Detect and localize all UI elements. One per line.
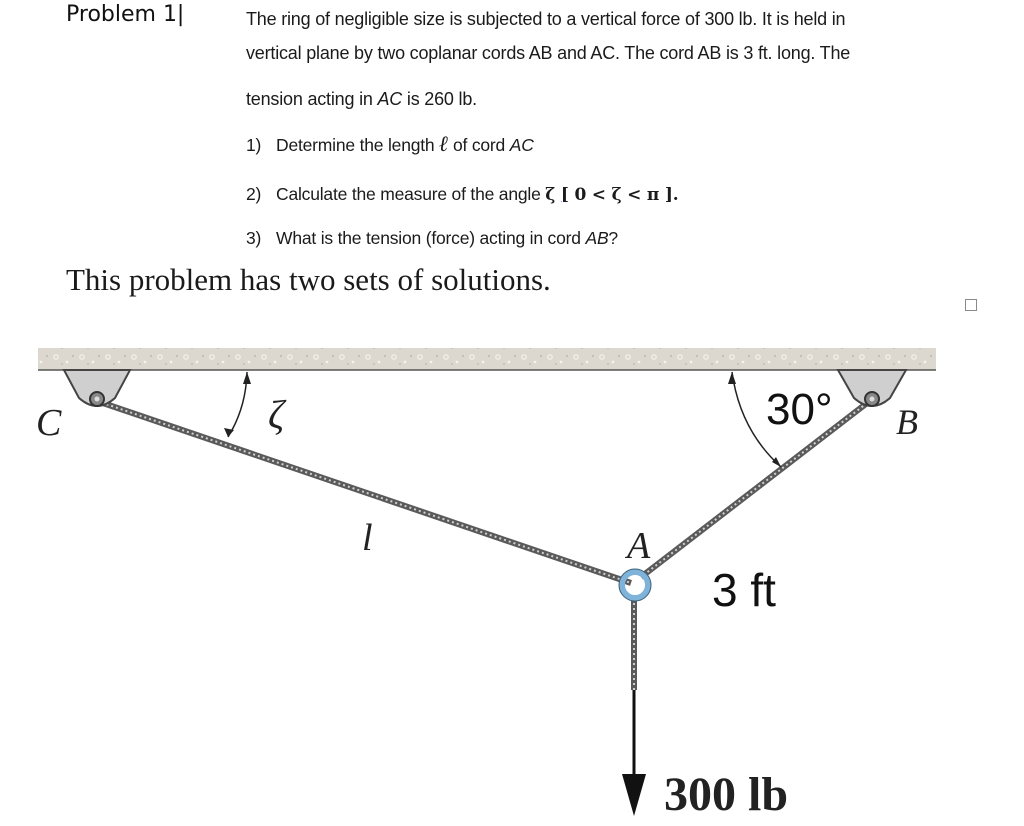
question-2-number: 2) xyxy=(246,184,262,204)
angle-math-range: 0 < ζ < π ]. xyxy=(568,185,679,205)
problem-label: Problem 1| xyxy=(66,2,185,27)
label-b: B xyxy=(896,402,918,442)
label-a: A xyxy=(627,525,651,567)
angle-math-bracket: [ xyxy=(560,185,569,205)
statement-line-3-post: is 260 lb. xyxy=(402,89,477,109)
label-length: 3 ft xyxy=(712,564,776,616)
question-2-text: Calculate the measure of the angle xyxy=(276,184,546,204)
length-symbol: ℓ xyxy=(439,131,449,157)
statement-line-1: The ring of negligible size is subjected to a vertical force of 300 lb. It is held in xyxy=(246,9,846,29)
question-1-text: Determine the length xyxy=(276,135,440,155)
angle-30-head-bottom xyxy=(772,457,781,467)
label-zeta: ζ xyxy=(268,392,285,437)
label-angle: 30° xyxy=(766,385,833,434)
label-l: l xyxy=(362,517,373,559)
support-c xyxy=(64,370,130,406)
statement-line-2: vertical plane by two coplanar cords AB and AC. The cord AB is 3 ft. long. The xyxy=(246,43,851,63)
ring xyxy=(622,572,648,598)
question-1-em: AC xyxy=(509,135,534,155)
force-arrowhead xyxy=(622,774,646,816)
zeta-arc-head-top xyxy=(243,372,251,384)
question-1-post: of cord xyxy=(448,135,510,155)
question-3-number: 3) xyxy=(246,228,262,248)
label-force: 300 lb xyxy=(664,768,789,821)
question-3-post: ? xyxy=(608,228,618,248)
angle-math-pre: ζ xyxy=(545,185,561,205)
statement-line-3-em: AC xyxy=(377,89,403,109)
angle-30-head-top xyxy=(728,372,736,384)
label-c: C xyxy=(36,402,62,444)
solutions-note: This problem has two sets of solutions. xyxy=(66,262,551,297)
question-1-number: 1) xyxy=(246,135,262,155)
ceiling xyxy=(38,348,936,370)
question-3-text: What is the tension (force) acting in cord xyxy=(276,228,586,248)
question-3-em: AB xyxy=(585,228,609,248)
support-b xyxy=(838,370,906,406)
statement-line-3-pre: tension acting in xyxy=(246,89,378,109)
